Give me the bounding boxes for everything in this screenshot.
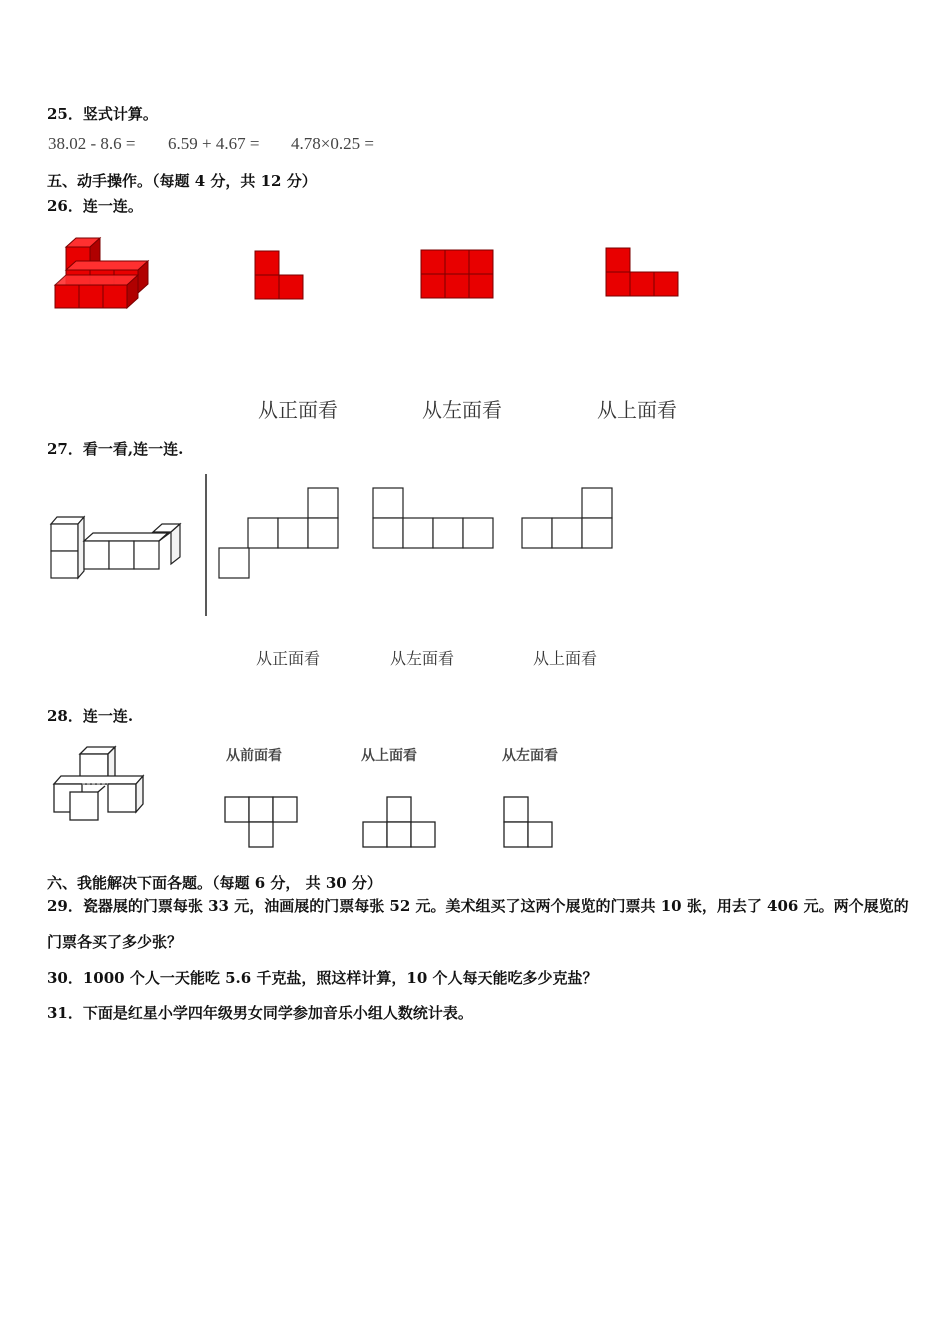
q27-title: 27．看一看,连一连. — [47, 440, 184, 458]
q26-view-rectangle — [420, 249, 496, 301]
q25-expression-1: 38.02 - 8.6 = — [48, 134, 136, 153]
q28-label-top: 从上面看 — [361, 748, 417, 764]
q28-title: 28．连一连. — [47, 707, 134, 725]
q25-title: 25．竖式计算。 — [47, 105, 158, 123]
q26-label-left: 从左面看 — [422, 398, 502, 422]
q27-view-l-shape — [372, 487, 498, 551]
q28-view-inverted-t — [362, 796, 442, 850]
q25-expression-3: 4.78×0.25 = — [291, 134, 374, 153]
q27-label-front: 从正面看 — [256, 649, 321, 668]
q26-label-top: 从上面看 — [597, 398, 677, 422]
section-6-heading: 六、我能解决下面各题。（每题 6 分， 共 30 分） — [47, 874, 382, 892]
q28-view-t-shape — [224, 796, 304, 850]
q26-view-long-l-shape — [605, 247, 681, 299]
q27-view-staircase — [218, 487, 342, 581]
q29-text: 29．瓷器展的门票每张 33 元，油画展的门票每张 52 元。美术组买了这两个展览的门票共 10 张，用去了 406 元。两个展览的门票各买了多少张？ — [47, 897, 909, 951]
q26-view-l-shape — [254, 250, 306, 302]
q31-text: 31．下面是红星小学四年级男女同学参加音乐小组人数统计表。 — [47, 1004, 473, 1022]
q28-label-left: 从左面看 — [502, 748, 558, 764]
q25-expression-2: 6.59 + 4.67 = — [168, 134, 260, 153]
q26-red-block-figure — [50, 233, 160, 313]
q26-label-front: 从正面看 — [258, 398, 338, 422]
q28-block-figure — [48, 744, 148, 826]
q28-label-front: 从前面看 — [226, 748, 282, 764]
q27-view-reverse-l — [521, 487, 617, 551]
q30-text: 30．1000 个人一天能吃 5.6 千克盐，照这样计算，10 个人每天能吃多少克盐？ — [47, 969, 598, 987]
q28-view-column — [503, 796, 559, 850]
q27-label-left: 从左面看 — [390, 649, 455, 668]
q27-block-figure — [48, 512, 188, 582]
section-5-heading: 五、动手操作。（每题 4 分，共 12 分） — [47, 172, 317, 190]
q27-divider-line — [205, 474, 209, 618]
q26-title: 26．连一连。 — [47, 197, 143, 215]
q27-label-top: 从上面看 — [533, 649, 598, 668]
